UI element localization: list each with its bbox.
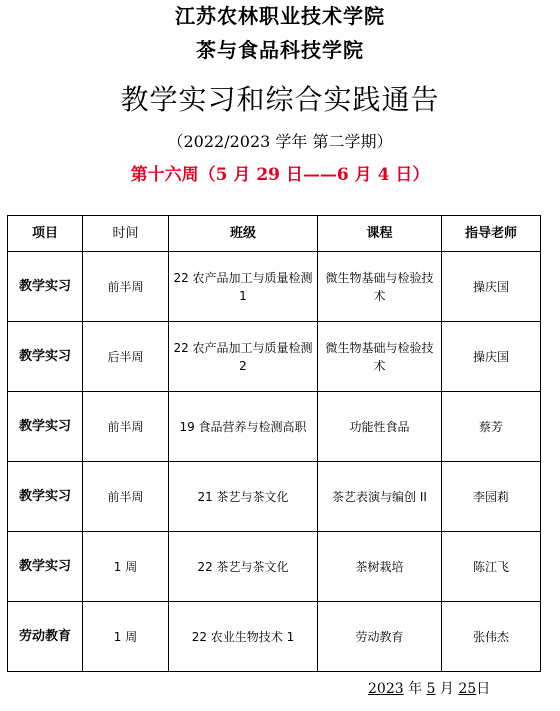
- row-class: 22 农产品加工与质量检测 2: [169, 322, 318, 392]
- row-course: 劳动教育: [318, 602, 442, 672]
- row-item: 劳动教育: [8, 602, 83, 672]
- school-name: 江苏农林职业技术学院: [175, 4, 385, 28]
- table-row: [8, 322, 541, 392]
- column-header-class: 班级: [169, 216, 318, 252]
- column-header-item: 项目: [8, 216, 83, 252]
- row-class: 21 茶艺与茶文化: [169, 462, 318, 532]
- row-course: 微生物基础与检验技术: [318, 252, 442, 322]
- row-time: 1 周: [83, 532, 169, 602]
- week-label: 第十六周（5 月 29 日——6 月 4 日）: [130, 165, 430, 185]
- row-time: 前半周: [83, 462, 169, 532]
- row-teacher: 操庆国: [442, 322, 541, 392]
- row-class: 22 茶艺与茶文化: [169, 532, 318, 602]
- table-row: [8, 602, 541, 672]
- table-header-row: [8, 216, 541, 252]
- table-row: [8, 392, 541, 462]
- row-item: 教学实习: [8, 462, 83, 532]
- column-header-course: 课程: [318, 216, 442, 252]
- issue-date: [368, 678, 490, 698]
- row-item: 教学实习: [8, 252, 83, 322]
- row-time: 前半周: [83, 252, 169, 322]
- schedule-table: [7, 215, 541, 672]
- row-class: 22 农产品加工与质量检测 1: [169, 252, 318, 322]
- row-course: 茶树栽培: [318, 532, 442, 602]
- row-teacher: 李园莉: [442, 462, 541, 532]
- date-month-unit: 月: [439, 681, 454, 697]
- semester-label: （2022/2023 学年 第二学期）: [167, 132, 393, 151]
- column-header-teacher: 指导老师: [442, 216, 541, 252]
- row-course: 功能性食品: [318, 392, 442, 462]
- table-row: [8, 252, 541, 322]
- date-day: 25: [458, 681, 477, 697]
- date-year: 2023: [368, 681, 404, 697]
- row-course: 茶艺表演与编创 II: [318, 462, 442, 532]
- college-name: 茶与食品科技学院: [196, 38, 364, 62]
- row-item: 教学实习: [8, 532, 83, 602]
- date-month: 5: [426, 681, 436, 697]
- table-row: [8, 532, 541, 602]
- row-time: 1 周: [83, 602, 169, 672]
- row-class: 19 食品营养与检测高职: [169, 392, 318, 462]
- row-item: 教学实习: [8, 392, 83, 462]
- row-teacher: 张伟杰: [442, 602, 541, 672]
- row-class: 22 农业生物技术 1: [169, 602, 318, 672]
- date-year-unit: 年: [408, 681, 423, 697]
- row-teacher: 陈江飞: [442, 532, 541, 602]
- row-item: 教学实习: [8, 322, 83, 392]
- row-time: 后半周: [83, 322, 169, 392]
- row-teacher: 操庆国: [442, 252, 541, 322]
- row-course: 微生物基础与检验技术: [318, 322, 442, 392]
- row-time: 前半周: [83, 392, 169, 462]
- notice-title: 教学实习和综合实践通告: [120, 83, 440, 116]
- table-row: [8, 462, 541, 532]
- column-header-time: 时间: [83, 216, 169, 252]
- date-day-unit: 日: [476, 681, 491, 697]
- row-teacher: 蔡芳: [442, 392, 541, 462]
